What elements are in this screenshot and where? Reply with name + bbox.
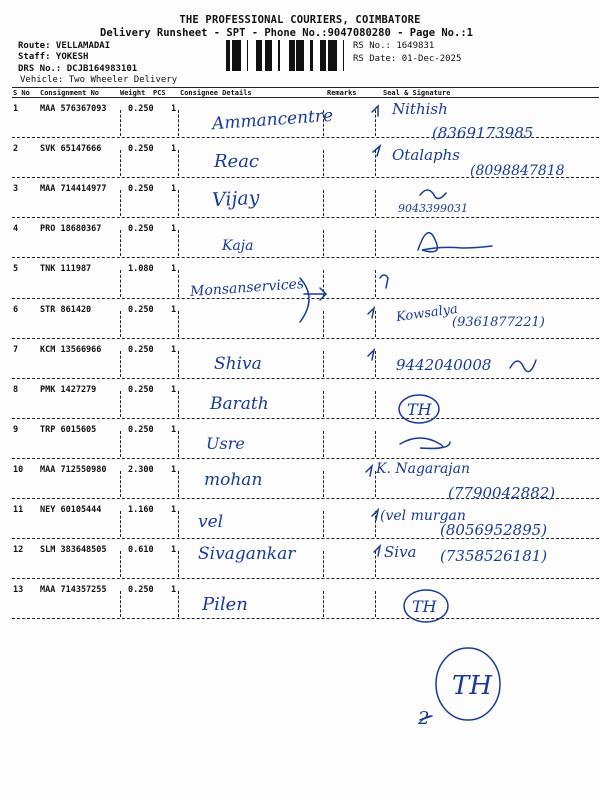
row-consignment: MAA 714414977 [40,184,107,194]
seal-hand-7: 9442040008 [396,356,492,374]
row-sno: 12 [13,545,24,555]
row-sno: 5 [13,264,19,274]
row-pcs: 1 [171,184,177,194]
vehicle-label: Vehicle: Two Wheeler Delivery [20,75,178,85]
row-consignment: MAA 712550980 [40,465,107,475]
row-consignment: MAA 576367093 [40,104,107,114]
seal-hand-1: Nithish [392,100,448,118]
phone-hand-1: (8369173985 [432,124,534,142]
row-consignment: PRO 18680367 [40,224,102,234]
staff-label: Staff: YOKESH [18,52,89,62]
row-weight: 0.250 [128,305,154,315]
row-pcs: 1 [171,505,177,515]
seal-tick-2 [373,146,380,156]
consignee-hand-5: Monsanservices [189,276,305,300]
row-consignment: PMK 1427279 [40,385,97,395]
stamp-text-13: TH [412,597,437,616]
row-weight: 0.250 [128,425,154,435]
consignee-hand-2: Reac [214,151,260,172]
consignee-hand-1: Ammancentre [211,105,334,135]
seal-tick-10 [366,466,372,476]
row-weight: 0.610 [128,545,154,555]
row-weight: 0.250 [128,385,154,395]
col-seal: Seal & Signature [383,89,451,97]
row-weight: 1.160 [128,505,154,515]
seal-hand-6: Kowsalya [395,301,459,326]
seal-tick-12 [374,546,380,556]
drs-number: DRS No.: DCJB164983101 [18,64,138,74]
row-weight: 0.250 [128,345,154,355]
row-weight: 2.300 [128,465,154,475]
row-sno: 10 [13,465,24,475]
row-sno: 11 [13,505,24,515]
stamp-text-8: TH [407,400,432,419]
consignee-hand-4: Kaja [222,238,254,254]
row-pcs: 1 [171,144,177,154]
seal-tick-7 [368,350,374,360]
seal-hand-10: K. Nagarajan [376,461,471,477]
row-consignment: SLM 383648505 [40,545,107,555]
seal-hand-3: 9043399031 [398,202,468,215]
seal-tick-1 [372,106,378,116]
runsheet-title: Delivery Runsheet - SPT - Phone No.:9047080280 - Page No.:1 [100,27,473,39]
phone-hand-11: (8056952895) [440,521,548,539]
rs-date: RS Date: 01-Dec-2025 [353,54,462,64]
phone-hand-2: (8098847818 [470,163,565,179]
seal-tick-6 [368,308,374,318]
col-pcs: PCS [153,89,166,97]
row-weight: 0.250 [128,585,154,595]
row-consignment: NEY 60105444 [40,505,102,515]
consignee-hand-12: Sivagankar [198,544,296,564]
row-sno: 6 [13,305,19,315]
consignee-hand-7: Shiva [214,354,262,374]
row-weight: 0.250 [128,144,154,154]
seal-tick-5 [380,275,388,288]
row-sno: 2 [13,144,19,154]
row-pcs: 1 [171,425,177,435]
row-consignment: TRP 6015605 [40,425,97,435]
row-sno: 3 [13,184,19,194]
row-weight: 0.250 [128,184,154,194]
col-consignee: Consignee Details [180,89,252,97]
row-pcs: 1 [171,545,177,555]
signature-scribble-4 [418,233,492,252]
row-sno: 13 [13,585,24,595]
row-consignment: STR 861420 [40,305,92,315]
seal-hand-12: Siva [384,543,417,561]
rs-number: RS No.: 1649831 [353,41,435,51]
seal-hand-11: (vel murgan [380,508,466,524]
footer-count: 2 [418,708,430,729]
row-pcs: 1 [171,224,177,234]
seal-hand-2: Otalaphs [392,146,460,164]
col-sno: S No [13,89,30,97]
phone-hand-6: (9361877221) [452,315,545,330]
signature-scribble-7 [510,360,536,372]
consignee-hand-10: mohan [204,470,263,490]
row-weight: 0.250 [128,104,154,114]
bracket-arrow [300,278,309,322]
row-pcs: 1 [171,385,177,395]
row-pcs: 1 [171,104,177,114]
row-pcs: 1 [171,264,177,274]
row-sno: 9 [13,425,19,435]
consignee-hand-13: Pilen [202,594,248,615]
col-consignment: Consignment No [40,89,100,97]
row-pcs: 1 [171,465,177,475]
footer-stamp-text: TH [452,671,493,701]
consignee-hand-3: Vijay [211,186,260,212]
row-weight: 1.080 [128,264,154,274]
col-remarks: Remarks [327,89,357,97]
signature-scribble-3 [420,190,446,199]
phone-hand-10: (7790042882) [448,484,556,502]
seal-tick-11 [372,510,378,520]
phone-hand-12: (7358526181) [440,547,548,565]
row-sno: 7 [13,345,19,355]
row-consignment: KCM 13566966 [40,345,102,355]
row-pcs: 1 [171,585,177,595]
consignee-hand-9: Usre [206,434,245,453]
row-consignment: TNK 111987 [40,264,92,274]
row-consignment: SVK 65147666 [40,144,102,154]
row-sno: 8 [13,385,19,395]
row-consignment: MAA 714357255 [40,585,107,595]
consignee-hand-8: Barath [210,394,269,414]
row-weight: 0.250 [128,224,154,234]
col-weight: Weight [120,89,146,97]
row-sno: 1 [13,104,19,114]
company-title: THE PROFESSIONAL COURIERS, COIMBATORE [179,14,421,26]
row-pcs: 1 [171,345,177,355]
row-pcs: 1 [171,305,177,315]
row-sno: 4 [13,224,19,234]
consignee-hand-11: vel [198,512,224,532]
signature-scribble-9 [400,438,450,449]
route-label: Route: VELLAMADAI [18,41,111,51]
